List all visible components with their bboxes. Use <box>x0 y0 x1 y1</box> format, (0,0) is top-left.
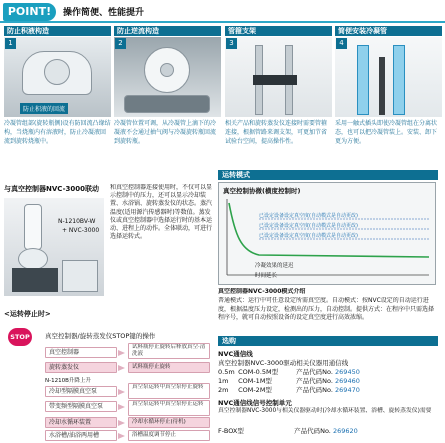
page-header <box>0 0 445 23</box>
flow-arrow <box>118 350 125 356</box>
feature-panel-1 <box>4 26 111 189</box>
flow-arrow <box>118 420 125 426</box>
feature-number: 4 <box>336 38 347 49</box>
diagram-title: 真空控制协微(横度控制时) <box>223 187 301 195</box>
apparatus-description: 和真空控制器连接使用时，不仅可以显示控制中的压力，还可以显示冷却装置、水浴锅、旋转蒸发仪的状态。蒸汽温度(适用源汽传感器时)等数值。蒸发仪或真空控制器中选择运行时的基本运动、进程上的动作。全体联动，可进行选择运转式。 <box>110 184 213 241</box>
code-prefix: 产品代码No. <box>294 427 331 435</box>
code-prefix: 产品代码No. <box>296 386 333 394</box>
flow-description: 试料瓶停止旋转 <box>128 362 210 373</box>
model-label: N-1210BV-W <box>58 218 96 225</box>
feature-description: 采用一触式插头即使冷凝管组在分离状态，也可以把冷凝管装上。安装、卸下更为方便。 <box>335 120 438 145</box>
feature-number: 1 <box>5 38 16 49</box>
flow-arrow <box>118 389 125 395</box>
cable-length: 1m <box>218 377 229 385</box>
feature-panel-2 <box>114 26 221 189</box>
feature-title: 防止积液构造 <box>4 26 111 36</box>
cable-model: COM-1M型 <box>238 377 272 385</box>
product-code: 269620 <box>332 427 358 435</box>
diagram-bottom-label-1: 冷凝效果的延迟 <box>255 263 294 269</box>
flow-step: 真空控制器 <box>45 347 117 358</box>
options-bar: 选购 <box>218 336 438 346</box>
feature-title: 简便安装冷凝管 <box>335 26 442 36</box>
mode-description: 普通模式：运行中可任意设定所需真空度。自动模式：按NVC设定的自动运行进度，根据温度压力设定，检测出的压力，自动控制。提供方式：在程序中只需选择程序号，就可自动按照设备的设定真空度进行高效浓缩。 <box>218 297 435 321</box>
option-row <box>218 385 360 394</box>
cable-length: 2m <box>218 386 229 394</box>
setpoint-label-3: 已设定设备设定真空度(自动模式是自动更改) <box>259 233 358 239</box>
flow-step: 带变频型隔膜真空泵 <box>45 401 117 412</box>
mode-caption: 真空控制器NVC-3000模式介绍 <box>218 288 306 295</box>
option-group-description: 真空控制器NVC-3000驱动相关仪器用通信线 <box>218 359 349 367</box>
option-group-title: NVC通信线信号控制单元 <box>218 399 292 407</box>
option-group-title: NVC通信线 <box>218 350 253 358</box>
code-prefix: 产品代码No. <box>296 368 333 376</box>
flow-description: 真空泵运转中真空泵停止运转 <box>128 400 210 416</box>
stop-badge: STOP <box>8 328 32 346</box>
model-label-controller: + NVC-3000 <box>62 227 100 234</box>
operation-mode-bar: 运转模式 <box>218 170 438 180</box>
product-code: 269460 <box>335 377 360 385</box>
flow-arrow <box>118 433 125 439</box>
feature-description: 冷凝管组部(旋转瓶侧)设有防回流凸缘结构，当烧瓶内有溶液时，防止冷凝液回流到旋转烧瓶中。 <box>4 120 111 145</box>
flow-step: 冷却水循环装置 <box>45 417 117 428</box>
feature-title: 管箍支架 <box>225 26 332 36</box>
feature-photo <box>335 37 442 117</box>
feature-description: 冷凝管位置可调，从冷凝管上滴下的冷凝液不会通过抽气阀与冷凝旋转瓶回流到旋转瓶。 <box>114 120 217 145</box>
vacuum-mode-diagram <box>218 182 436 285</box>
flow-description: 试料瓶停止旋转后释放真空·清洗液 <box>128 343 210 359</box>
flow-description: 真空泵运转中真空泵停止旋转 <box>128 383 210 399</box>
page-title: 操作简便、性能提升 <box>63 8 145 18</box>
diagram-bottom-label-2: 时间延长 <box>255 273 278 279</box>
option-row <box>218 376 360 385</box>
stop-flow-title: <运转停止时> <box>4 310 51 318</box>
setpoint-label-2: 已设定设备设定真空度(自动模式是自动更改) <box>259 223 358 229</box>
code-prefix: 产品代码No. <box>296 377 333 385</box>
option-row <box>218 426 358 435</box>
flow-step: 冷却型隔膜真空泵 <box>45 386 117 397</box>
flow-description: 冷却水循环停止(待机) <box>128 417 210 428</box>
flow-arrow <box>118 365 125 371</box>
flow-description: 浴槽温度调节停止 <box>128 430 210 441</box>
feature-photo <box>4 37 111 117</box>
flow-note: N-1210B升降上升 <box>45 378 91 384</box>
feature-photo <box>225 37 332 117</box>
feature-number: 2 <box>115 38 126 49</box>
apparatus-title: 与真空控制器NVC-3000联动 <box>4 185 99 193</box>
option-group-description: 真空控制器NVC-3000与相关仪器驱动时(冷却水循环装置、浴槽、旋转蒸发仪)需要 <box>218 408 432 414</box>
apparatus-photo <box>4 198 104 296</box>
feature-photo <box>114 37 221 117</box>
feature-panel-3 <box>225 26 332 189</box>
flow-step: 旋转蒸发仪 <box>45 362 117 373</box>
product-code: 269450 <box>335 368 360 376</box>
fbox-model: F-BOX型 <box>218 427 244 435</box>
feature-number: 3 <box>226 38 237 49</box>
product-code: 269470 <box>335 386 360 394</box>
option-row <box>218 367 360 376</box>
flow-arrow <box>118 404 125 410</box>
flow-step: 水浴槽/油浴两用槽 <box>45 430 117 441</box>
setpoint-label-1: 已设定设备设定真空度(自动模式是自动更改) <box>259 213 358 219</box>
cable-model: COM-0.5M型 <box>238 368 279 376</box>
cable-model: COM-2M型 <box>238 386 272 394</box>
feature-description: 相关产品和旋转蒸发仪连接时需要管箍连接，根据管路来调支架，可更加节省试验台空间，提高操作性。 <box>225 120 328 145</box>
stop-flow-heading: 真空控制器/旋转蒸发仪STOP键的操作 <box>45 332 156 340</box>
feature-title: 防止逆流构造 <box>114 26 221 36</box>
feature-photo-label: 防止积液的回流 <box>20 103 68 114</box>
feature-panel-4 <box>335 26 442 189</box>
cable-length: 0.5m <box>218 368 235 376</box>
point-badge: POINT! <box>3 3 56 21</box>
